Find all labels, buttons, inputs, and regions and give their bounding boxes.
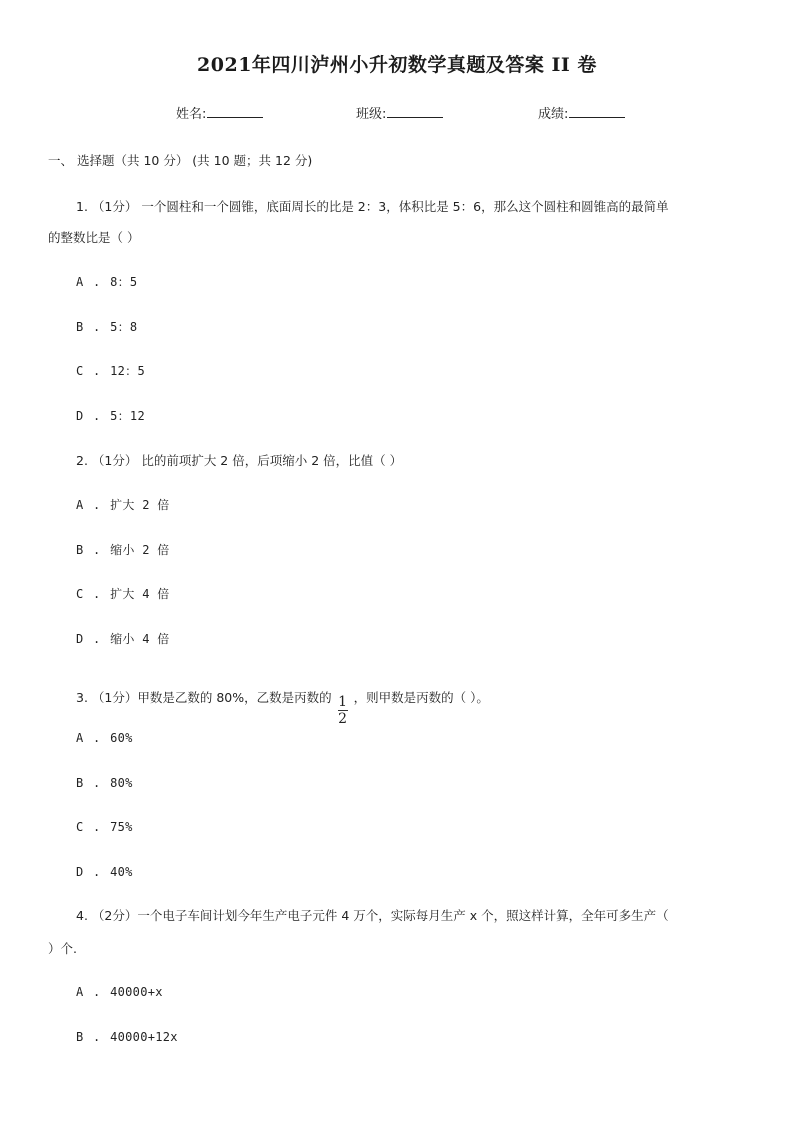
option-letter: A — [76, 731, 84, 745]
option-letter: C — [76, 364, 84, 378]
question-1-option-b[interactable]: B . 5：8 — [76, 320, 138, 334]
question-1-text-cont: 的整数比是（ ） — [48, 230, 140, 245]
question-4-text-cont: ）个. — [48, 941, 77, 956]
option-letter: B — [76, 1030, 84, 1044]
class-field — [356, 103, 443, 122]
option-letter: A — [76, 275, 84, 289]
question-3-text-pre: 3. （1分）甲数是乙数的 80%，乙数是丙数的 — [76, 690, 332, 705]
option-text: 75% — [110, 820, 133, 834]
option-text: 12：5 — [110, 364, 145, 378]
score-label: 成绩: — [538, 107, 569, 122]
question-4-text: 4. （2分）一个电子车间计划今年生产电子元件 4 万个，实际每月生产 x 个，照这样计算，全年可多生产（ — [76, 908, 669, 923]
option-letter: D — [76, 632, 84, 646]
page-title: 2021年四川泸州小升初数学真题及答案 II 卷 — [197, 54, 597, 76]
option-text: 40% — [110, 865, 133, 879]
name-field — [176, 103, 263, 122]
question-1-option-d[interactable]: D . 5：12 — [76, 409, 145, 423]
option-letter: B — [76, 776, 84, 790]
question-3-text — [76, 688, 489, 734]
option-text: 8：5 — [110, 275, 138, 289]
question-1-option-a[interactable]: A . 8：5 — [76, 275, 138, 289]
option-text: 5：12 — [110, 409, 145, 423]
question-3-option-b[interactable]: B . 80% — [76, 776, 133, 790]
option-letter: A — [76, 985, 84, 999]
question-4-option-b[interactable]: B . 40000+12x — [76, 1030, 178, 1044]
fraction-numerator: 1 — [338, 694, 348, 710]
question-3-option-c[interactable]: C . 75% — [76, 820, 133, 834]
option-text: 缩小 4 倍 — [110, 632, 170, 646]
class-blank[interactable] — [387, 105, 443, 118]
name-label: 姓名: — [176, 107, 207, 122]
question-2-option-c[interactable]: C . 扩大 4 倍 — [76, 587, 170, 601]
score-blank[interactable] — [569, 105, 625, 118]
question-3-option-a[interactable]: A . 60% — [76, 731, 133, 745]
option-letter: D — [76, 409, 84, 423]
option-text: 缩小 2 倍 — [110, 543, 170, 557]
question-2-text: 2. （1分） 比的前项扩大 2 倍，后项缩小 2 倍，比值（ ） — [76, 453, 403, 468]
option-letter: B — [76, 543, 84, 557]
option-letter: D — [76, 865, 84, 879]
option-text: 扩大 2 倍 — [110, 498, 170, 512]
question-3-option-d[interactable]: D . 40% — [76, 865, 133, 879]
option-text: 扩大 4 倍 — [110, 587, 170, 601]
score-field — [538, 103, 625, 122]
option-letter: A — [76, 498, 84, 512]
option-text: 40000+12x — [110, 1030, 178, 1044]
question-3-text-post: ，则甲数是丙数的（ ）。 — [353, 690, 489, 705]
question-2-option-a[interactable]: A . 扩大 2 倍 — [76, 498, 170, 512]
option-text: 60% — [110, 731, 133, 745]
question-2-option-d[interactable]: D . 缩小 4 倍 — [76, 632, 170, 646]
question-1-text: 1. （1分） 一个圆柱和一个圆锥，底面周长的比是 2：3，体积比是 5：6，那么这个圆柱和圆锥高的最简单 — [76, 199, 669, 214]
fraction-one-half — [338, 695, 348, 726]
option-letter: C — [76, 587, 84, 601]
class-label: 班级: — [356, 107, 387, 122]
option-text: 80% — [110, 776, 133, 790]
name-blank[interactable] — [207, 105, 263, 118]
option-letter: C — [76, 820, 84, 834]
section-heading: 一、 选择题（共 10 分） (共 10 题；共 12 分) — [48, 153, 313, 168]
option-text: 40000+x — [110, 985, 163, 999]
question-1-option-c[interactable]: C . 12：5 — [76, 364, 145, 378]
option-text: 5：8 — [110, 320, 138, 334]
option-letter: B — [76, 320, 84, 334]
fraction-denominator: 2 — [338, 711, 348, 727]
question-2-option-b[interactable]: B . 缩小 2 倍 — [76, 543, 170, 557]
question-4-option-a[interactable]: A . 40000+x — [76, 985, 163, 999]
